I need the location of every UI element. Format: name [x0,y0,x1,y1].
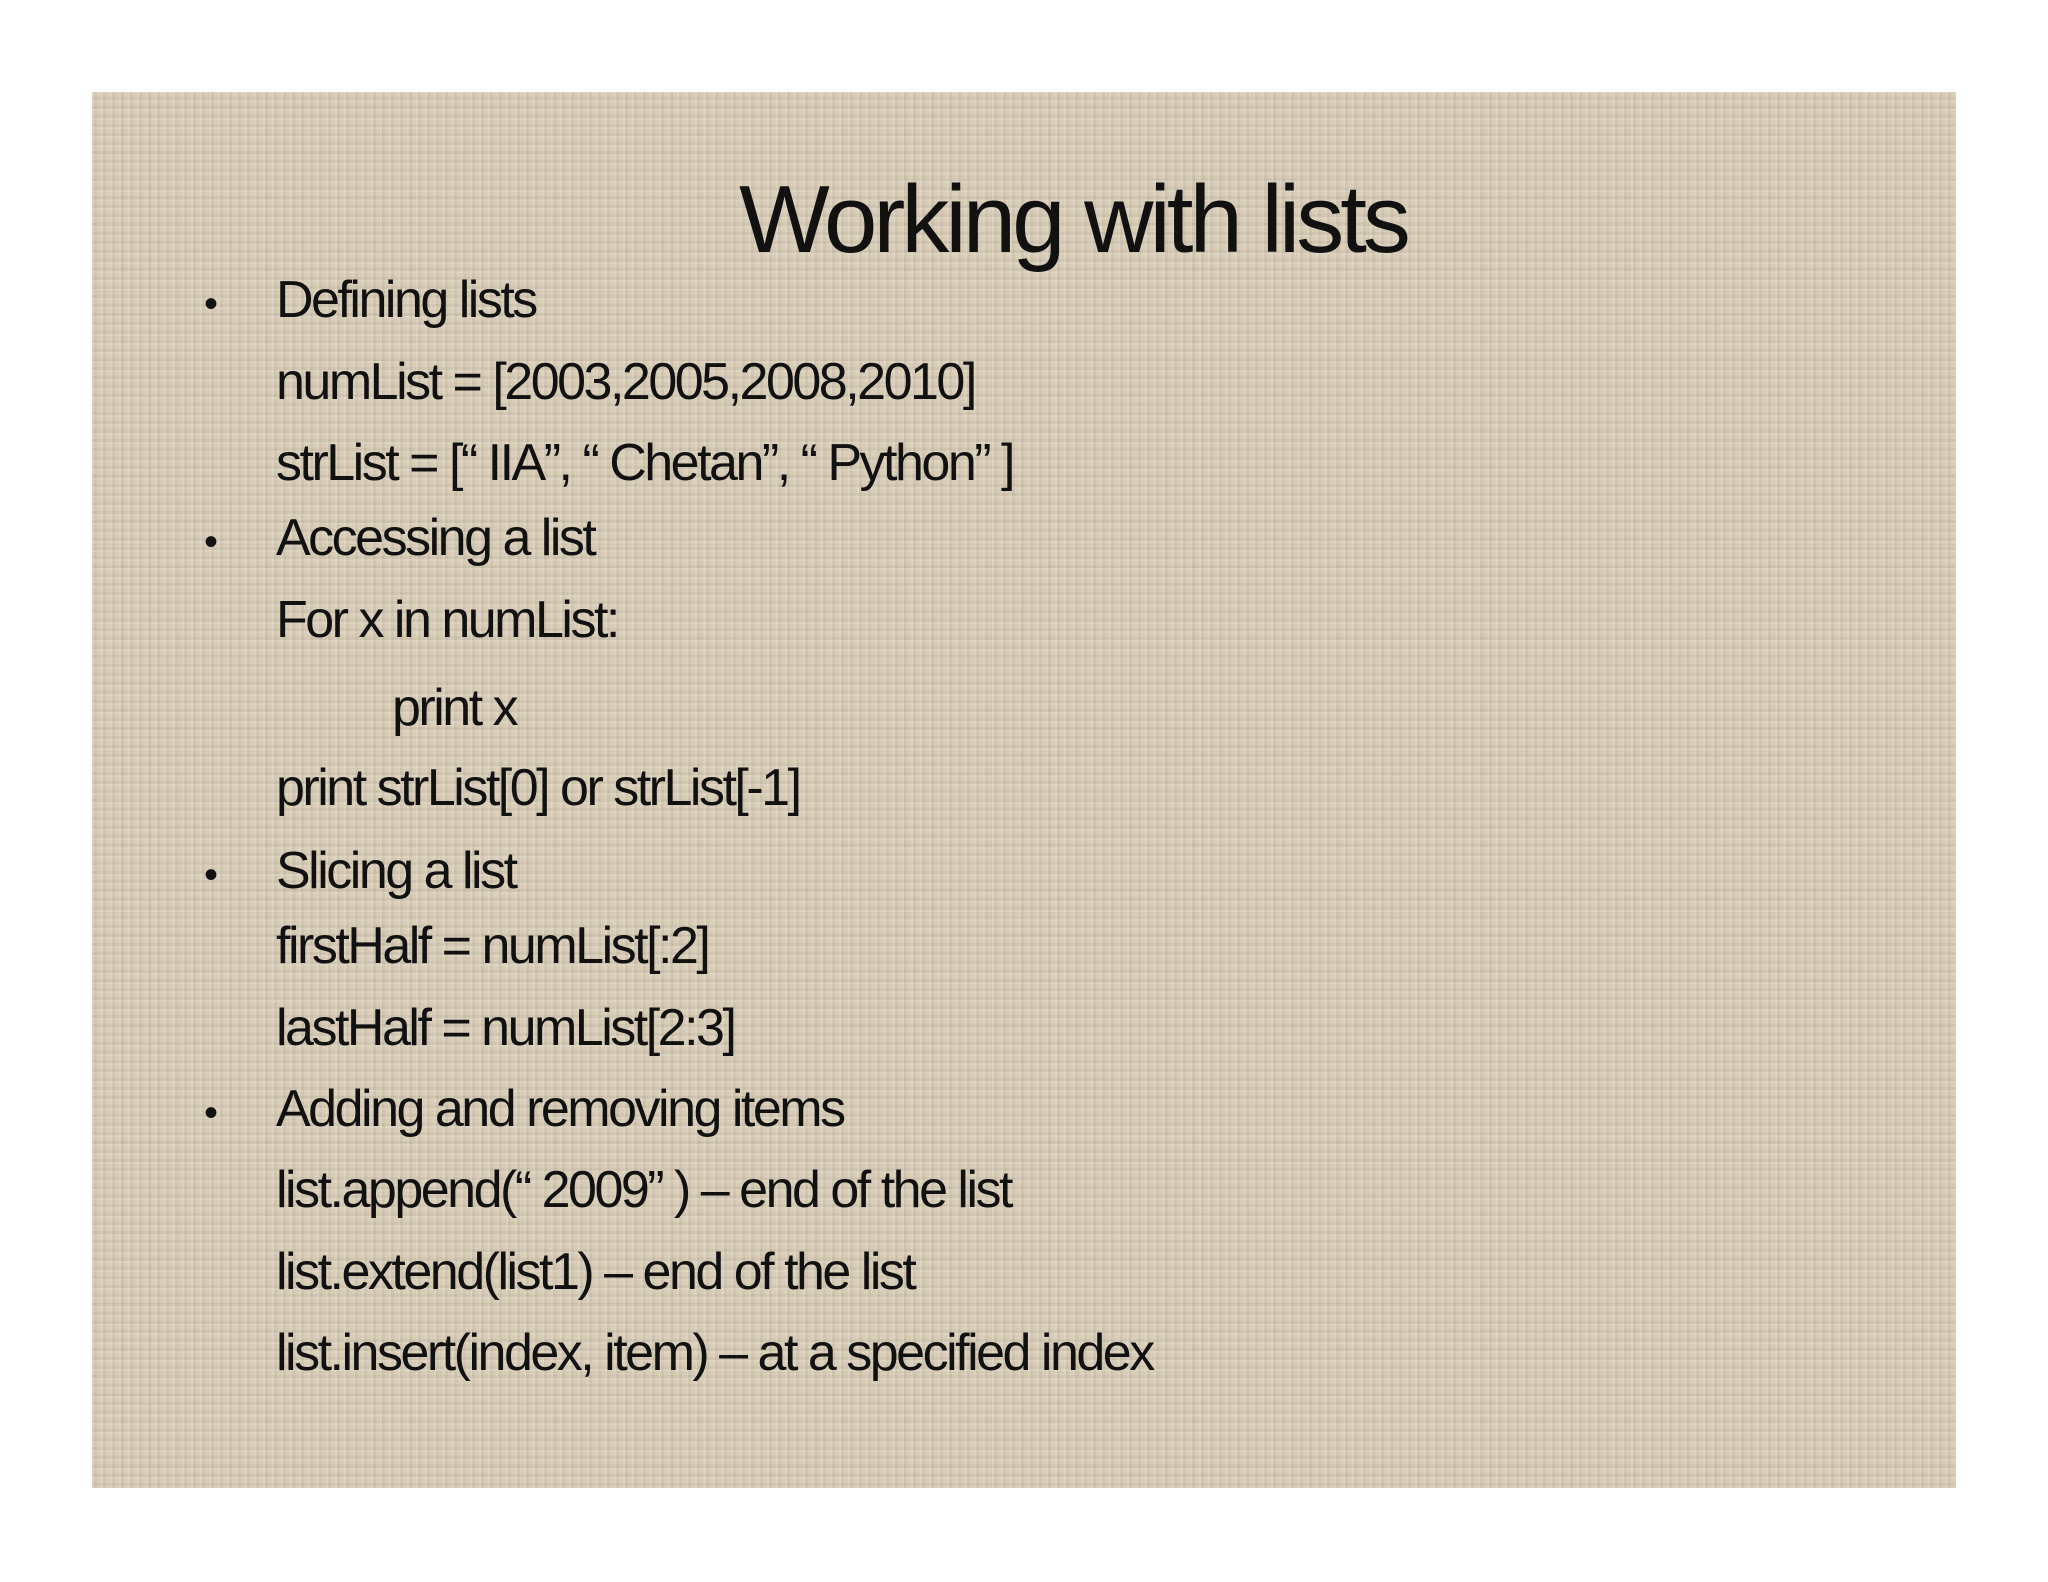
slide-content [92,92,1956,1488]
section-heading-accessing-a-list: Accessing a list [276,509,595,567]
slide-title: Working with lists [739,166,1407,273]
slide [92,92,1956,1488]
code-line-strlist: strList = [“ IIA”, “ Chetan”, “ Python” ] [276,434,1013,492]
section-heading-slicing-a-list: Slicing a list [276,842,516,900]
code-line-print-x: print x [392,679,517,737]
bullet-icon: • [204,520,216,564]
code-line-numlist: numList = [2003,2005,2008,2010] [276,353,975,411]
code-line-lasthalf: lastHalf = numList[2:3] [276,999,735,1057]
bullet-icon: • [204,853,216,897]
code-line-insert: list.insert(index, item) – at a specified index [276,1324,1153,1382]
code-line-extend: list.extend(list1) – end of the list [276,1243,915,1301]
code-line-append: list.append(“ 2009” ) – end of the list [276,1161,1011,1219]
bullet-icon: • [204,1091,216,1135]
code-line-for-loop: For x in numList: [276,591,618,649]
section-heading-defining-lists: Defining lists [276,271,536,329]
code-line-firsthalf: firstHalf = numList[:2] [276,917,709,975]
section-heading-adding-and-removing-items: Adding and removing items [276,1080,844,1138]
bullet-icon: • [204,282,216,326]
code-line-print-strlist: print strList[0] or strList[-1] [276,759,800,817]
